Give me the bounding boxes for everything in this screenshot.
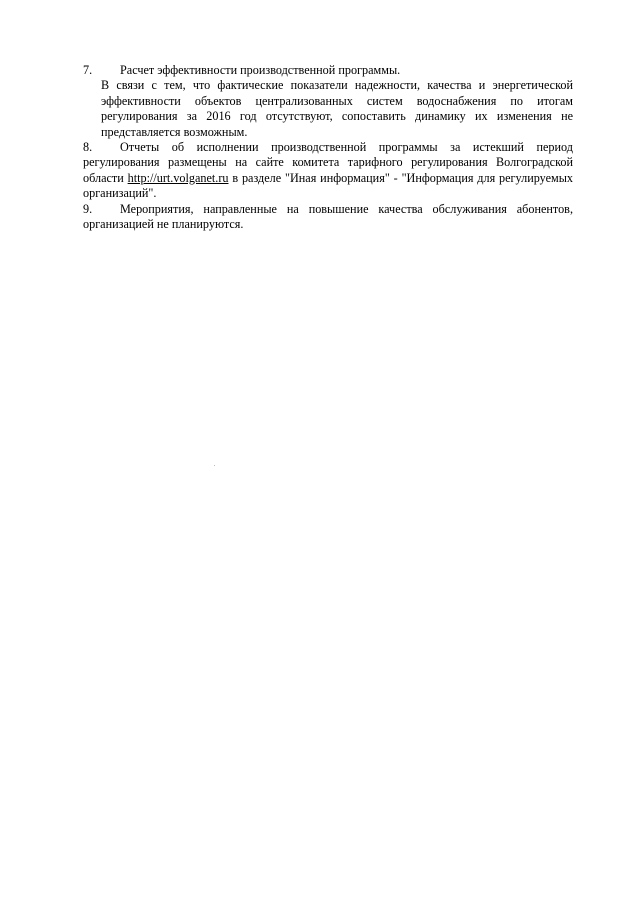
item-text-after-link: в разделе "Иная информация" - "Информация для регулируемых организаций". [83,170,573,201]
item-number: 9. [83,201,93,216]
list-item-9 [83,202,573,233]
item-text: Мероприятия, направленные на повышение качества обслуживания абонентов, организацией не планируются. [83,201,573,232]
website-link[interactable]: http://urt.volganet.ru [127,170,229,185]
item-number: 8. [83,140,93,155]
document-content [83,63,573,232]
scan-speck [214,465,215,466]
item-heading: Расчет эффективности производственной программы. [120,63,401,77]
list-item-7 [83,63,573,140]
item-text [83,140,573,202]
item-number: 7. [83,63,93,77]
item-body: В связи с тем, что фактические показатели надежности, качества и энергетической эффективности объектов централизованных систем водоснабжения по итогам регулирования за 2016 год отсутствуют, сопоставить динамику их изменения не представляется возможным. [101,78,573,139]
list-item-8 [83,140,573,202]
item-text-before-link: Отчеты об исполнении производственной программы за истекший период регулирования размещены на сайте комитета тарифного регулирования Волгоградской области [83,140,573,185]
